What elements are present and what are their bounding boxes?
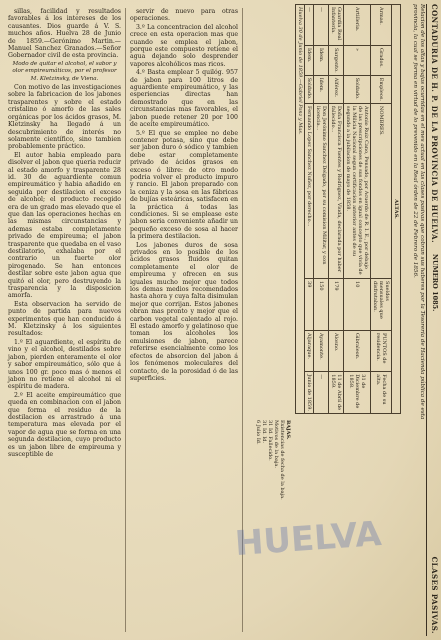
table-row — [344, 5, 371, 414]
cell: Ayamonte. — [314, 330, 329, 371]
column-header: Empleos. — [371, 75, 392, 103]
divider — [426, 4, 427, 636]
middle-text-column — [130, 8, 238, 383]
cell: Doña Francisca Fuentes y Rodriguez, Viuda, declarada por haber fallecido... — [329, 104, 344, 279]
cell: 179 — [329, 279, 344, 331]
signature-line: Huelva 30 de Junio de 1859.—Gabriel Ponz y Mas. — [296, 5, 305, 414]
paragraph: 2.º El aceite empireumático que queda en combinacion con el jabon que forma el residuo de la destilacion es arrastrado á una temperatura mas elevada por el vapor de agua que se forma en una segunda destilacion, cuyo producto es un jabon libre de empireuma y susceptible de — [8, 391, 121, 458]
bajas-col-header: Existencias de fecha de la baja. — [279, 420, 285, 500]
paragraph: servir de nuevo para otras operaciones. — [130, 8, 238, 23]
paragraph: Los jabones duros de sosa privados en lo posible de los ácidos grasos fluidos quitan completamente el olor de empireuma y ofrecen en sus iguales mucho mejor que todos los demas medios recomendados hasta ahora y cuya falta disimulan mejor que corrijan. Estos jabones obran mas pronto y mejor que el carbon vegetal calentado al rojo. El estado amorfo y gelatinoso que toman los alcoholes los emulsiones de jabon, parece referirse esencialmente como los efectos de absorcion del jabon á los fenómenos moleculares del contacto, de la porosidad ó de las superficies. — [130, 241, 238, 382]
cell: 10 — [344, 279, 371, 331]
altas-table — [295, 4, 401, 414]
column-header: Armas. — [371, 5, 392, 46]
cell: Soldado. — [344, 75, 371, 103]
paragraph: El autor habia empleado para disolver el jabon que queria reducir al estado amorfo y trasparente 28 id. 30 de aguardiente comun empireumático y habia añadido en seguida por destilacion el exceso de alcohol; el producto recogido era de un grado mas elevado que el que dan las operaciones hechas en las mismas circunstancias y ademas estaba completamente privado de empireuma; el jabon trasparente que quedaba en el vaso destilatorio, exhalaba por el contrario un fuerte olor pirogenado. Se han entonces destilar sobre este jabon agua que quitó el olor, pero destruyendo la trasparencia y la disposicion amorfa. — [8, 151, 121, 300]
cell: Id. — [261, 436, 267, 444]
cell: Aljaraque. — [305, 330, 314, 371]
header-title: CONTADURIA DE H. P. DE LA PROVINCIA DE HUELVA. — [430, 4, 439, 244]
paragraph: 3.º La concentracion del alcohol crece en esta operacion mas que cuando se emplea el jabon, porque este compuesto retiene el agua dejando solo desprender vapores alcohólicos mas ricos. — [130, 23, 238, 68]
cell: Idem. — [314, 45, 329, 75]
cell: Fallecido. — [267, 436, 273, 461]
table-intro: Relacion de los altas y bajas ocurridas en el mes actual en las clases pasivas que cobran sus haberes por la Tesoreria de Hacienda pública de esta provincia, la cual se forma en virtud de lo prevenido en la Real órden de 22 de Febrero de 1856. — [412, 4, 425, 420]
paragraph: 4.º Basta emplear 5 quilóg. 957 de jabon para 100 litros de aguardiente empireumático, y las esperiencias directas han demostrado que en las circunstancias mas favorables, el jabon puede retener 20 por 100 de aceite empireumático. — [130, 69, 238, 129]
bajas-row — [267, 420, 273, 500]
cell: Id. — [267, 427, 273, 435]
paragraph: sillas, facilidad y resultados favorables á los intereses de los causantes. Dios guarde á V. S. muchos años. Huelva 28 de Junio de 1859.—Gerónimo Martin.—Manuel Sanchez Granados.—Señor Gobernador civil de esta provincia. — [8, 8, 121, 60]
altas-title: ALTAS. — [392, 5, 401, 414]
cell: — — [305, 5, 314, 46]
left-text-column — [8, 8, 121, 459]
cell: Fernando Lopez Sanchez Nuñez, por derecho... — [305, 104, 314, 279]
cell: 11 de Abril de 1859. — [329, 372, 344, 414]
table-footer-row — [296, 5, 305, 414]
cell: 6 — [255, 420, 261, 424]
cell: 31 — [261, 420, 267, 427]
cell: Soldado. — [305, 75, 314, 103]
column-header: PUNTOS de residencia. — [371, 330, 392, 371]
column-header: Grados. — [371, 45, 392, 75]
cell: Id. — [255, 437, 261, 445]
table-row — [305, 5, 314, 414]
cell: 31 de Diciembre de 1858. — [344, 372, 371, 414]
paragraph: 1.º El aguardiente, el espíritu de vino y el alcohol, destilados sobre jabon, pierden enteramente el olor y sabor empireumático, sólo que á unos 100 gr. poco mas ó menos el jabon no retiene el alcohol ni el espíritu de madera. — [8, 338, 121, 391]
bajas-block — [255, 420, 291, 500]
column-header: NOMBRES. — [371, 104, 392, 279]
cell: Artilleria. — [344, 5, 371, 46]
bajas-row — [255, 420, 261, 500]
column-header: Fecha de su alta. — [371, 372, 392, 414]
cell: Junio de 1859. — [305, 372, 314, 414]
section-title: CLASES PASIVAS. — [430, 556, 439, 634]
bajas-title: BAJAS. — [285, 420, 291, 440]
column-header: Sueldos mensuales que disfrutaban. — [371, 279, 392, 331]
cell: 150 — [314, 279, 329, 331]
cell: Julio — [255, 424, 261, 437]
cell: 31 — [267, 420, 273, 427]
cell: Id. — [261, 427, 267, 435]
cell: Alosno. — [329, 330, 344, 371]
cell: » — [344, 45, 371, 75]
cell: Alférez. — [329, 75, 344, 103]
table-row — [329, 5, 344, 414]
library-watermark: HUELVA — [233, 513, 383, 565]
table-title-row — [392, 5, 401, 414]
paragraph: Con motivo de las investigaciones sobre la fabricacion de los jabones trasparentes y sobre el estado cristalino ó amorfo de las sales orgánicas por los ácidos grasos, M. Kletzinsky ha llegado á un descubrimiento de interés no solamente científico, sino tambien probablemente práctico. — [8, 84, 121, 151]
bajas-col-header: Motivos de la baja. — [273, 420, 279, 468]
column-rule — [125, 8, 126, 632]
cell: Guardia Real Infantería. — [329, 5, 344, 46]
cell: — — [314, 372, 329, 414]
cell: Sargento. — [329, 45, 344, 75]
cell: 39 — [305, 279, 314, 331]
cell: Don Jerónimo Sanchez Delgado, por su comision Militar, y con licencia... — [314, 104, 329, 279]
cell: Gibraleon. — [344, 330, 371, 371]
table-header-row — [371, 5, 392, 414]
cell: Idem. — [314, 75, 329, 103]
article-title: Modo de quitar el alcohol, el sabor y olor empireumáticos, por el profesor M. Kletzinsky, de Viena. — [12, 60, 117, 82]
paragraph: Esta observacion ha servido de punto de partida para nuevos experimentos que han conducido á M. Kletzinsky á los siguientes resultados: — [8, 300, 121, 338]
cell: Antonio Ruiz Cano, Pensado, por Acuerdo de R. I. E., por debajo de las prescripciones de sus fondos en igual concepto que vivía de la Milicia Nacional segun certificacion anterior antes de su segundo a la jubilacion de mayo de 1858. — [344, 104, 371, 279]
table-header — [427, 4, 439, 636]
issue-number: NUMERO 1085. — [431, 254, 439, 312]
cell: Idem. — [305, 45, 314, 75]
paragraph: 5.º El que se emplee no debe contener potasa, sino que debe ser jabon duro ó sódico y tambien debe estar completamente privado de ácidos grasos en exceso ó libre: de otro modo podria volver el producto impuro y rancio. El jabon preparado con la ceniza y la sosa en las fábricas de bujías esteáricas, satisfacen en la práctica á todas las condiciones. Si se emplease este jabon seria conveniente añadir un pequeño exceso de sosa al hacer la primera destilacion. — [130, 129, 238, 241]
cell: — — [314, 5, 329, 46]
table-row — [314, 5, 329, 414]
